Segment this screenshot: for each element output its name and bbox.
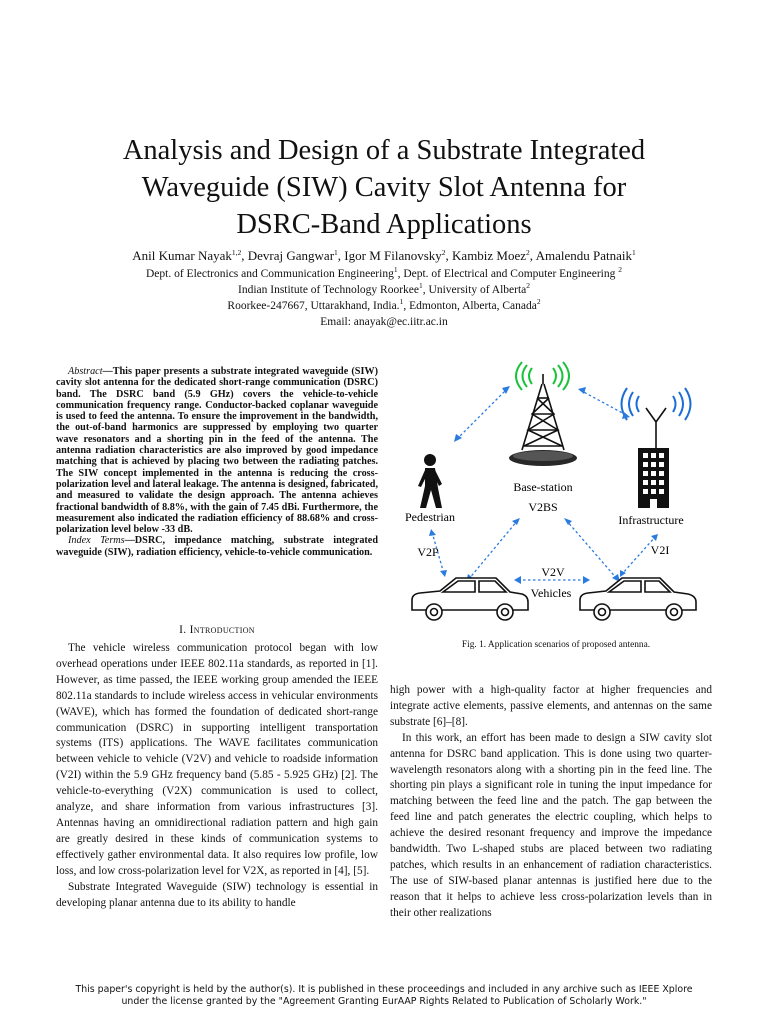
base-station-label: Base-station <box>513 480 573 494</box>
affiliation-line <box>0 282 768 298</box>
copyright-footer <box>0 984 768 1008</box>
link-base-vehicle-left <box>468 520 518 580</box>
section-heading <box>56 624 378 636</box>
v2v-label: V2V <box>541 565 565 579</box>
footer-line: This paper's copyright is held by the author(s). It is published in these proceedings and included in any archive such as IEEE Xplore <box>75 984 693 995</box>
author-separator: , <box>529 248 536 263</box>
vehicles-label: Vehicles <box>530 586 572 600</box>
title-line: DSRC-Band Applications <box>236 209 532 240</box>
affiliation-mark: 1 <box>393 265 398 274</box>
title-line: Waveguide (SIW) Cavity Slot Antenna for <box>141 172 627 203</box>
infrastructure-antenna-icon <box>646 408 666 448</box>
infrastructure-signal-icon <box>622 388 691 420</box>
author-separator: , <box>241 248 248 263</box>
index-terms-text: —DSRC, impedance matching, substrate integrated waveguide (SIW), radiation efficiency, vehicle-to-vehicle communication. <box>56 535 378 558</box>
author-name: Kambiz Moez <box>452 248 527 263</box>
body-paragraph: In this work, an effort has been made to design a SIW cavity slot antenna for DSRC band application. This is done using two quarter-wavelength resonators along with a shorting pin in the feed line. The shorting pin plays a significant role in tuning the input impedance for matching between the feed line and the patch. The gap between the feed line and patch generates the electric coupling, which helps to achieve the desired resonant frequency and improve the impedance bandwidth. Two L-shaped stubs are placed between two radiating patches, which results in an enhancement of radiation characteristics. The use of SIW-based planar antennas is justified here due to the reason that it helps to achieve less cross-polarization levels than in their other realizations <box>390 731 712 919</box>
index-terms-label: Index Terms <box>68 535 125 547</box>
intro-left-column <box>56 641 378 911</box>
author-name: Igor M Filanovsky <box>344 248 442 263</box>
affiliation-block <box>0 266 768 330</box>
abstract <box>56 366 378 558</box>
author-affiliation-mark: 2 <box>441 248 446 257</box>
infrastructure-building-icon <box>638 448 669 508</box>
abstract-paragraph <box>56 366 378 535</box>
index-terms <box>56 535 378 558</box>
affiliation-mark: 2 <box>526 281 530 290</box>
section-title: Introduction <box>189 624 255 636</box>
footer-line: under the license granted by the "Agreement Granting EurAAP Rights Related to Publication of Scholarly Work." <box>121 996 647 1007</box>
author-affiliation-mark: 1,2 <box>231 248 242 257</box>
abstract-text: —This paper presents a substrate integrated waveguide (SIW) cavity slot antenna for the dedicated short-range communication (DSRC) band. The DSRC band (5.9 GHz) covers the vehicle-to-vehicle communication frequency range. Conductor-backed coplanar waveguide is used to feed the antenna. To ensure the improvement in the bandwidth, the out-of-band harmonics are suppressed by employing two quarter wave resonators and a shorting pin in the feed of the antenna. The antenna radiation characteristics are also improved by good impedance matching that is achieved by placing two between the radiating patches. The SIW concept implemented in the antenna is reducing the cross-polarization level and lateral leakage. The antenna is designed, fabricated, and measured to validate the design approach. The antenna achieves fractional bandwidth of 8.8%, with the gain of 7.45 dBi. Furthermore, the measurement also indicated the radiation efficiency of 88.68% and cross-polarization level below -33 dB. <box>56 366 378 536</box>
author-name: Devraj Gangwar <box>247 248 335 263</box>
v2i-label: V2I <box>650 543 670 557</box>
author-email: Email: anayak@ec.iitr.ac.in <box>320 316 448 328</box>
affiliation-line <box>0 298 768 314</box>
affiliation-line <box>0 266 768 282</box>
affiliation-text: Dept. of Electronics and Communication Engineering <box>146 268 394 280</box>
affiliation-text: , University of Alberta <box>422 284 527 296</box>
body-paragraph: The vehicle wireless communication protocol began with low overhead operations under IEEE 802.11a standards, as reported in [1]. However, as time passed, the IEEE working group amended the IEEE 802.11a standards to include wireless access in vehicular environments (WAVE), which has formed the foundation of dedicated short-range communication (DSRC) in supporting intelligent transportation systems (ITS) applications. The WAVE facilitates communication between vehicle to vehicle (V2V) and vehicle to roadside information (V2I) within the 5.9 GHz frequency band (5.85 - 5.925 GHz) [2]. The vehicle-to-everything (V2X) communication is used to collect, analyze, and share information from various infrastructures [3]. Antennas having an omnidirectional radiation pattern and high gain are greatly desired in these kinds of communication systems to effectively gather environmental data. It also requires low profile, low loss, and low cross-polarization level for V2X, as reported in [4], [5]. <box>56 642 378 877</box>
affiliation-mark: 1 <box>399 297 404 306</box>
author-affiliation-mark: 1 <box>334 248 338 257</box>
author-name: Amalendu Patnaik <box>535 248 632 263</box>
intro-right-column <box>390 683 712 922</box>
author-affiliation-mark: 1 <box>632 248 636 257</box>
v2bs-label: V2BS <box>528 500 558 514</box>
v2p-label: V2P <box>417 545 439 559</box>
figure-caption: Fig. 1. Application scenarios of proposed antenna. <box>461 640 651 650</box>
author-list <box>0 248 768 264</box>
affiliation-mark: 1 <box>419 281 423 290</box>
section-number: I. <box>179 624 187 636</box>
author-name: Anil Kumar Nayak <box>132 248 232 263</box>
pedestrian-label: Pedestrian <box>405 510 455 524</box>
paper-title <box>0 132 768 243</box>
vehicle-right-icon <box>580 578 696 620</box>
link-base-vehicle-right <box>566 520 618 580</box>
body-paragraph: high power with a high-quality factor at higher frequencies and integrate active elements, passive elements, and antennas on the same substrate [6]–[8]. <box>390 684 712 728</box>
scenario-diagram <box>398 360 714 638</box>
infrastructure-label: Infrastructure <box>618 513 684 527</box>
affiliation-mark: 2 <box>618 265 622 274</box>
author-separator: , <box>445 248 453 263</box>
pedestrian-icon <box>418 454 442 508</box>
affiliation-mark: 2 <box>536 297 541 306</box>
title-line: Analysis and Design of a Substrate Integrated <box>122 135 646 166</box>
affiliation-text: Indian Institute of Technology Roorkee <box>237 284 420 296</box>
vehicle-left-icon <box>412 578 528 620</box>
body-paragraph: Substrate Integrated Waveguide (SIW) technology is essential in developing planar antenna due to its ability to handle <box>56 880 378 909</box>
figure-application-scenarios <box>398 360 714 638</box>
affiliation-text: , Dept. of Electrical and Computer Engineering <box>397 268 619 280</box>
author-affiliation-mark: 2 <box>526 248 530 257</box>
abstract-label: Abstract <box>68 366 103 377</box>
link-pedestrian-base <box>456 388 508 440</box>
affiliation-text: Roorkee-247667, Uttarakhand, India. <box>227 300 400 312</box>
affiliation-text: , Edmonton, Alberta, Canada <box>403 300 537 312</box>
author-separator: , <box>337 248 345 263</box>
